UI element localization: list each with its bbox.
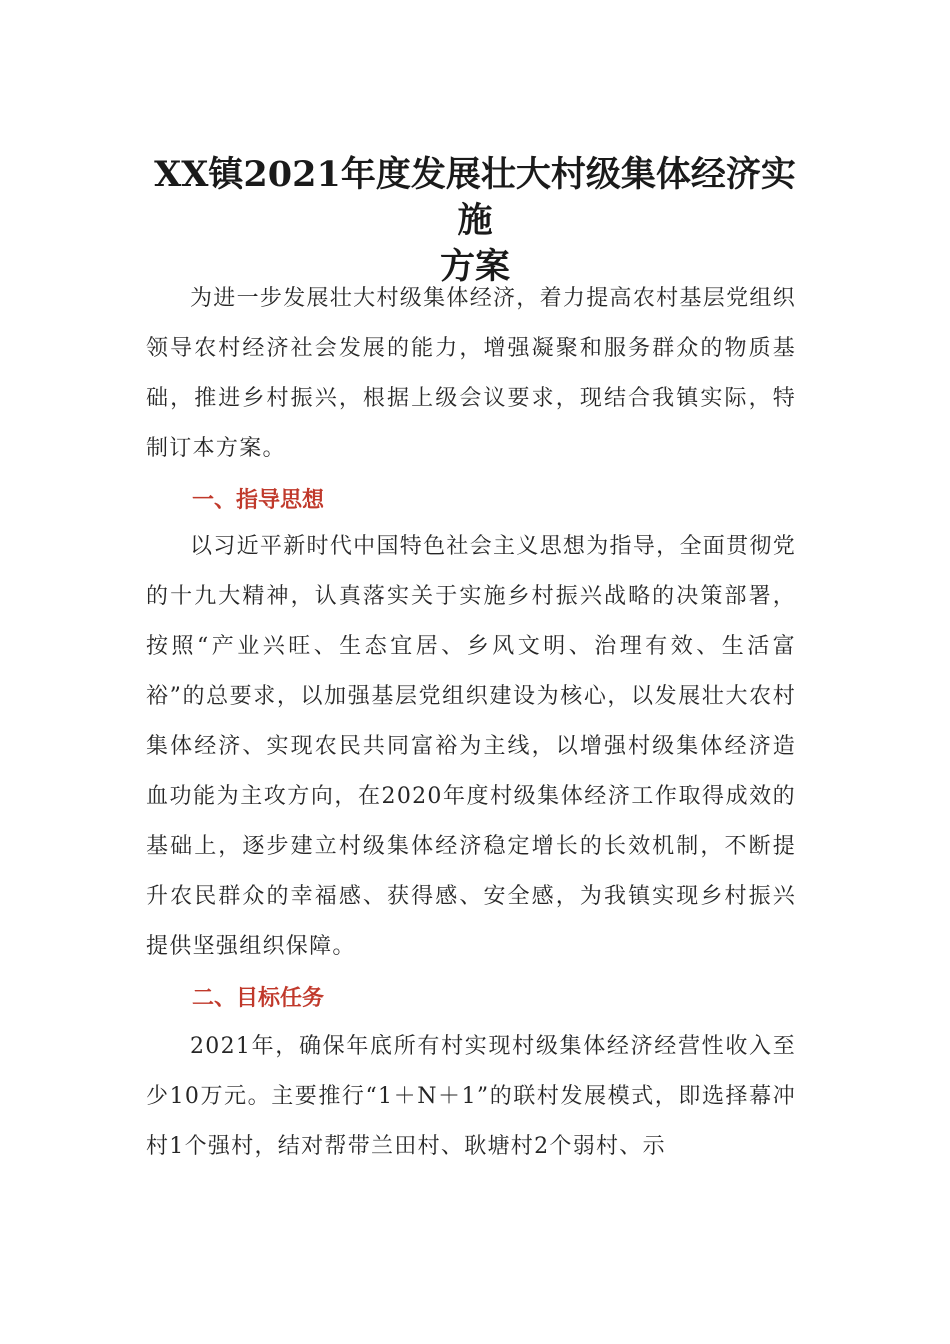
intro-paragraph: 为进一步发展壮大村级集体经济，着力提高农村基层党组织领导农村经济社会发展的能力，增强凝聚和服务群众的物质基础，推进乡村振兴，根据上级会议要求，现结合我镇实际，特制订本方案。 [146, 286, 796, 461]
section-heading-guiding-ideology: 一、指导思想 [192, 488, 325, 513]
document-title [140, 152, 810, 290]
title-line-2: 方案 [439, 246, 510, 287]
title-line-1: XX镇2021年度发展壮大村级集体经济实施 [154, 154, 796, 241]
section1-block [146, 522, 796, 972]
section2-paragraph: 2021年，确保年底所有村实现村级集体经济经营性收入至少10万元。主要推行“1＋N＋1”的联村发展模式，即选择幕冲村1个强村，结对帮带兰田村、耿塘村2个弱村、示 [146, 1034, 796, 1159]
intro-block [146, 274, 796, 474]
section1-paragraph: 以习近平新时代中国特色社会主义思想为指导，全面贯彻党的十九大精神，认真落实关于实施乡村振兴战略的决策部署，按照“产业兴旺、生态宜居、乡风文明、治理有效、生活富裕”的总要求，以加强基层党组织建设为核心，以发展壮大农村集体经济、实现农民共同富裕为主线，以增强村级集体经济造血功能为主攻方向，在2020年度村级集体经济工作取得成效的基础上，逐步建立村级集体经济稳定增长的长效机制，不断提升农民群众的幸福感、获得感、安全感，为我镇实现乡村振兴提供坚强组织保障。 [146, 534, 796, 959]
section-heading-targets-tasks: 二、目标任务 [192, 986, 325, 1011]
section2-block [146, 1022, 796, 1172]
